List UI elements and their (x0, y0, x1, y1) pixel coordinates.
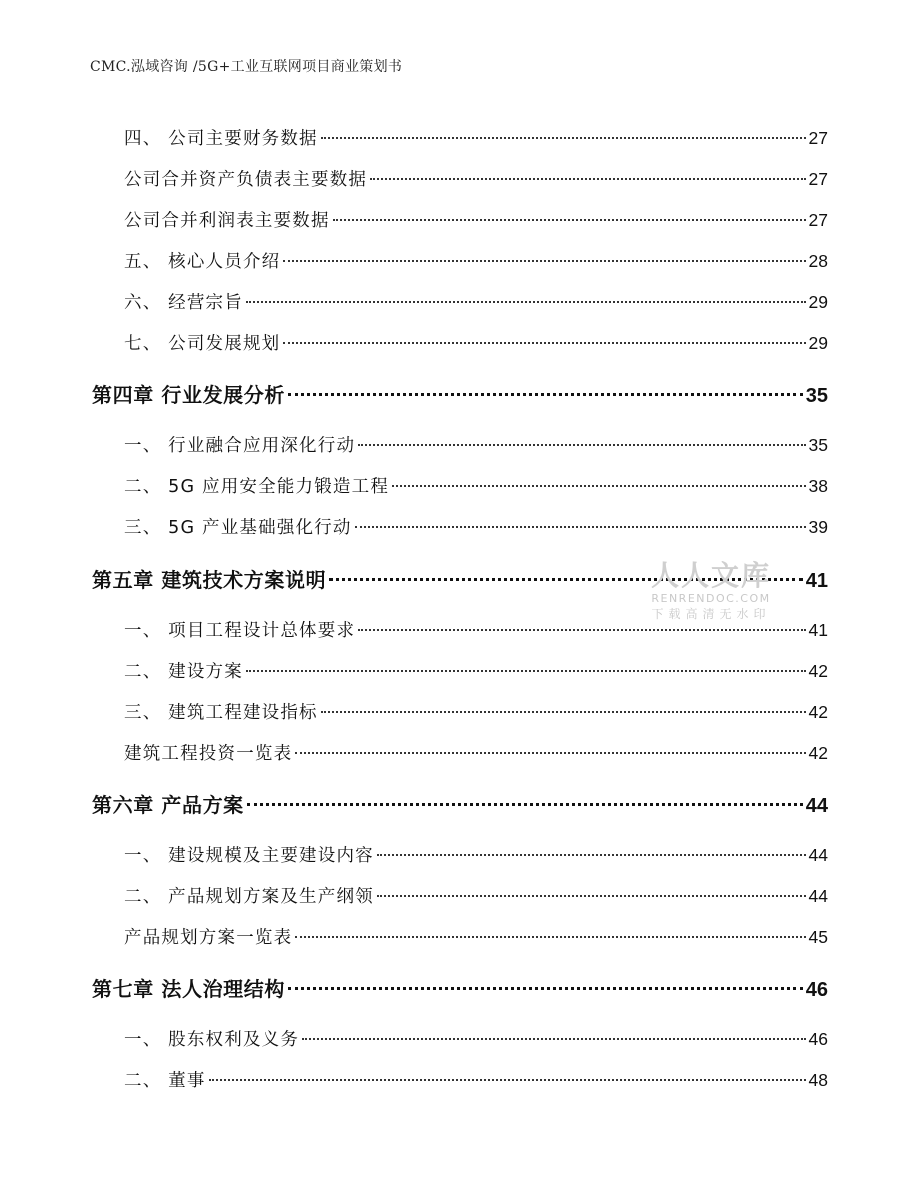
toc-entry-title: 二、 建设方案 (124, 662, 243, 682)
toc-page-number: 38 (808, 476, 828, 496)
toc-entry[interactable] (124, 658, 828, 683)
toc-page-number: 35 (808, 435, 828, 455)
toc-leader-dots (377, 854, 806, 856)
toc-leader-dots (283, 260, 805, 262)
toc-page-number: 42 (808, 702, 828, 722)
toc-page-number: 29 (808, 292, 828, 312)
toc-page-number: 42 (808, 661, 828, 681)
toc-chapter-entry[interactable] (92, 789, 828, 818)
toc-entry[interactable] (124, 1067, 828, 1092)
watermark (646, 560, 776, 622)
watermark-domain: RENRENDOC.COM (651, 592, 771, 605)
watermark-subtitle: 下载高清无水印 (651, 607, 771, 621)
toc-page-number: 41 (808, 620, 828, 640)
toc-leader-dots (302, 1038, 805, 1040)
toc-page-number: 29 (808, 333, 828, 353)
toc-page-number: 44 (805, 795, 828, 817)
toc-entry[interactable] (124, 248, 828, 273)
toc-leader-dots (295, 936, 805, 938)
toc-entry-title: 产品规划方案一览表 (124, 928, 293, 948)
toc-leader-dots (355, 526, 806, 528)
toc-leader-dots (370, 178, 805, 180)
toc-leader-dots (247, 803, 803, 806)
toc-entry[interactable] (124, 166, 828, 191)
toc-leader-dots (392, 485, 806, 487)
toc-page-number: 27 (808, 128, 828, 148)
toc-leader-dots (377, 895, 806, 897)
toc-entry[interactable] (124, 740, 828, 765)
toc-page-number: 46 (805, 979, 828, 1001)
toc-entry[interactable] (124, 514, 828, 539)
toc-entry-title: 一、 项目工程设计总体要求 (124, 621, 356, 641)
toc-page-number: 44 (808, 886, 828, 906)
toc-entry-title: 七、 公司发展规划 (124, 334, 281, 354)
toc-entry-title: 一、 股东权利及义务 (124, 1030, 300, 1050)
toc-entry-title: 第七章 法人治理结构 (92, 977, 285, 1001)
toc-entry-title: 四、 公司主要财务数据 (124, 129, 318, 149)
toc-leader-dots (333, 219, 806, 221)
toc-page-number: 28 (808, 251, 828, 271)
toc-page-number: 48 (808, 1070, 828, 1090)
toc-entry-title: 第六章 产品方案 (92, 793, 244, 817)
toc-entry-title: 公司合并资产负债表主要数据 (124, 170, 368, 190)
toc-page-number: 41 (805, 570, 828, 592)
toc-leader-dots (358, 629, 805, 631)
toc-leader-dots (283, 342, 805, 344)
toc-leader-dots (209, 1079, 806, 1081)
toc-chapter-entry[interactable] (92, 379, 828, 408)
toc-leader-dots (358, 444, 805, 446)
toc-page-number: 46 (808, 1029, 828, 1049)
toc-entry[interactable] (124, 1026, 828, 1051)
toc-entry-title: 二、 产品规划方案及生产纲领 (124, 887, 374, 907)
toc-entry-title: 二、 董事 (124, 1071, 206, 1091)
toc-leader-dots (246, 670, 806, 672)
toc-page-number: 42 (808, 743, 828, 763)
toc-entry[interactable] (124, 473, 828, 498)
toc-entry-title: 一、 建设规模及主要建设内容 (124, 846, 374, 866)
toc-entry[interactable] (124, 842, 828, 867)
toc-leader-dots (288, 393, 803, 396)
toc-entry[interactable] (124, 432, 828, 457)
toc-entry-title: 第四章 行业发展分析 (92, 383, 285, 407)
toc-entry[interactable] (124, 289, 828, 314)
toc-entry[interactable] (124, 699, 828, 724)
toc-entry[interactable] (124, 883, 828, 908)
toc-entry[interactable] (124, 924, 828, 949)
toc-entry-title: 三、 建筑工程建设指标 (124, 703, 318, 723)
toc-entry[interactable] (124, 125, 828, 150)
toc-entry[interactable] (124, 330, 828, 355)
toc-leader-dots (295, 752, 805, 754)
toc-chapter-entry[interactable] (92, 973, 828, 1002)
toc-entry-title: 五、 核心人员介绍 (124, 252, 281, 272)
toc-entry[interactable] (124, 207, 828, 232)
toc-leader-dots (321, 711, 806, 713)
toc-page-number: 39 (808, 517, 828, 537)
toc-page-number: 45 (808, 927, 828, 947)
toc-entry-title: 公司合并利润表主要数据 (124, 211, 330, 231)
toc-entry-title: 三、 5G 产业基础强化行动 (124, 518, 352, 538)
toc-page-number: 44 (808, 845, 828, 865)
running-header: CMC.泓域咨询 /5G+工业互联网项目商业策划书 (90, 59, 403, 75)
toc-entry-title: 一、 行业融合应用深化行动 (124, 436, 356, 456)
toc-leader-dots (246, 301, 806, 303)
toc-entry-title: 六、 经营宗旨 (124, 293, 243, 313)
toc-leader-dots (321, 137, 806, 139)
toc-page-number: 35 (805, 385, 828, 407)
toc-entry-title: 第五章 建筑技术方案说明 (92, 568, 327, 592)
toc-leader-dots (288, 987, 803, 990)
watermark-title: 人人文库 (650, 559, 771, 592)
toc-entry-title: 建筑工程投资一览表 (124, 744, 293, 764)
toc-page-number: 27 (808, 210, 828, 230)
toc-entry-title: 二、 5G 应用安全能力锻造工程 (124, 477, 390, 497)
toc-page-number: 27 (808, 169, 828, 189)
